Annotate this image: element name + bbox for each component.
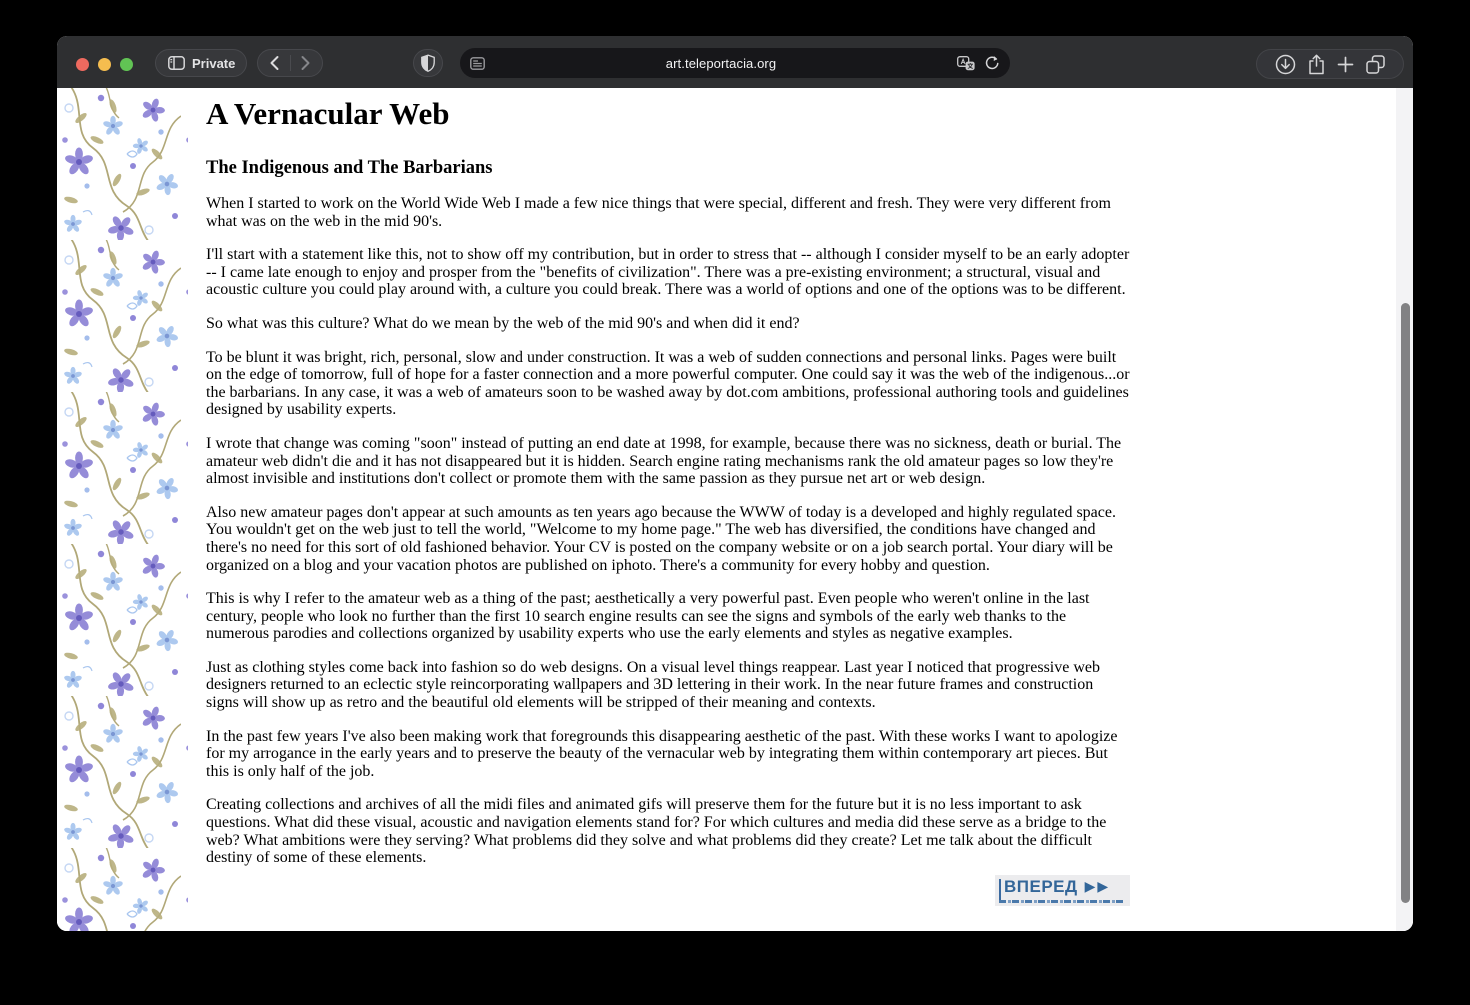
download-icon[interactable] xyxy=(1275,54,1296,75)
reader-icon[interactable] xyxy=(470,57,485,70)
translate-icon[interactable] xyxy=(957,56,975,71)
forward-button[interactable] xyxy=(995,875,1130,906)
forward-wrap xyxy=(206,875,1130,906)
address-bar[interactable] xyxy=(460,48,1010,78)
article xyxy=(206,96,1130,906)
paragraph: In the past few years I've also been making work that foregrounds this disappearing aesthetic of the past. With these works I want to apologize for my arrogance in the early years and to preserve the beauty of the vernacular web by integrating them within contemporary art pieces. But this is only half of the job. xyxy=(206,727,1118,780)
new-tab-icon[interactable] xyxy=(1337,56,1354,73)
close-button[interactable] xyxy=(76,58,89,71)
private-browsing-badge[interactable] xyxy=(155,49,247,77)
share-icon[interactable] xyxy=(1308,54,1325,75)
forward-bracket xyxy=(999,879,1001,902)
browser-titlebar xyxy=(57,36,1413,88)
page-title: A Vernacular Web xyxy=(206,96,450,131)
shield-icon xyxy=(420,54,436,72)
navigation-buttons xyxy=(257,49,323,77)
forward-underline xyxy=(999,900,1124,903)
window-controls xyxy=(76,58,133,71)
paragraph: Just as clothing styles come back into fashion so do web designs. On a visual level things reappear. Last year I noticed that progressive web designers returned to an eclectic style reincorporating wallpapers and 3D lettering in their work. In the near future frames and construction signs will show up as retro and the beautiful old elements will be stripped of their meaning and contexts. xyxy=(206,658,1101,712)
reload-icon[interactable] xyxy=(985,55,1000,71)
scrollbar-track[interactable] xyxy=(1396,88,1413,931)
paragraph: Creating collections and archives of all the midi files and animated gifs will preserve them for the future but it is no less important to ask questions. What did these visual, acoustic and navigation elements stand for? For which cultures and media did these serve as a bridge to the web? What ambitions were they serving? What problems did they solve and what problems did they create? Let me talk about the difficult destiny of some of these elements. xyxy=(206,796,1107,867)
toolbar-actions xyxy=(1256,49,1404,79)
section-heading: The Indigenous and The Barbarians xyxy=(206,158,493,178)
floral-wallpaper xyxy=(57,88,188,931)
sidebar-icon[interactable] xyxy=(168,56,185,70)
nav-divider xyxy=(290,55,291,71)
paragraph: When I started to work on the World Wide Web I made a few nice things that were special, different and fresh. They were very different from what was on the web in the mid 90's. xyxy=(206,195,1111,230)
forward-label: ВПЕРЕД xyxy=(1004,877,1078,897)
url-text[interactable]: art.teleportacia.org xyxy=(665,55,777,71)
minimize-button[interactable] xyxy=(98,58,111,71)
forward-icon[interactable] xyxy=(300,55,311,71)
paragraph: I wrote that change was coming "soon" instead of putting an end date at 1998, for example, because there was no sickness, death or burial. The amateur web didn't die and it has not disappeared but it is hidden. Search engine rating mechanisms rank the old amateur pages so low they're almost invisible and institutions don't collect or promote them with the same passion as they pursue net art or web design. xyxy=(206,434,1122,488)
paragraph: Also new amateur pages don't appear at such amounts as ten years ago because the WWW of today is a developed and highly regulated space. You wouldn't get on the web just to tell the world, "Welcome to my home page." The web has diversified, the conditions have changed and there's no need for this sort of old fashioned behavior. Your CV is posted on the company website or on a job search portal. Your diary will be organized on a blog and your vacation photos are published on iphoto. There's a community for every hobby and question. xyxy=(206,503,1116,574)
paragraph: So what was this culture? What do we mean by the web of the mid 90's and when did it end? xyxy=(206,314,800,332)
zoom-button[interactable] xyxy=(120,58,133,71)
paragraph: To be blunt it was bright, rich, personal, slow and under construction. It was a web of sudden connections and personal links. Pages were built on the edge of tomorrow, full of hope for a faster connection and a more powerful computer. One could say it was the web of the indigenous...or the barbarians. In any case, it was a web of amateurs soon to be washed away by dot.com ambitions, professional authoring tools and guidelines designed by usability experts. xyxy=(206,348,1130,419)
article-paragraphs xyxy=(206,195,1130,867)
page-viewport xyxy=(57,88,1413,931)
scrollbar-thumb[interactable] xyxy=(1401,303,1410,903)
privacy-shield-button[interactable] xyxy=(413,49,443,77)
private-label: Private xyxy=(192,55,236,71)
paragraph: I'll start with a statement like this, not to show off my contribution, but in order to stress that -- although I consider myself to be an early adopter -- I came late enough to enjoy and prosper from the "benefits of civilization". There was a pre-existing environment; a structural, visual and acoustic culture you could play around with, a culture you could break. There was a world of options and one of the options was to be different. xyxy=(206,246,1130,299)
back-icon[interactable] xyxy=(269,55,280,71)
paragraph: This is why I refer to the amateur web as a thing of the past; aesthetically a very powerful past. Even people who weren't online in the last century, people who look no further than the first 10 search engine results can see the signs and symbols of the early web thanks to the numerous parodies and collections organized by usability experts who use the early elements and styles as negative examples. xyxy=(206,590,1090,643)
forward-arrows-icon: ▶▶ xyxy=(1084,879,1111,895)
browser-window xyxy=(57,36,1413,931)
article-area xyxy=(188,88,1413,931)
tab-overview-icon[interactable] xyxy=(1366,55,1385,74)
